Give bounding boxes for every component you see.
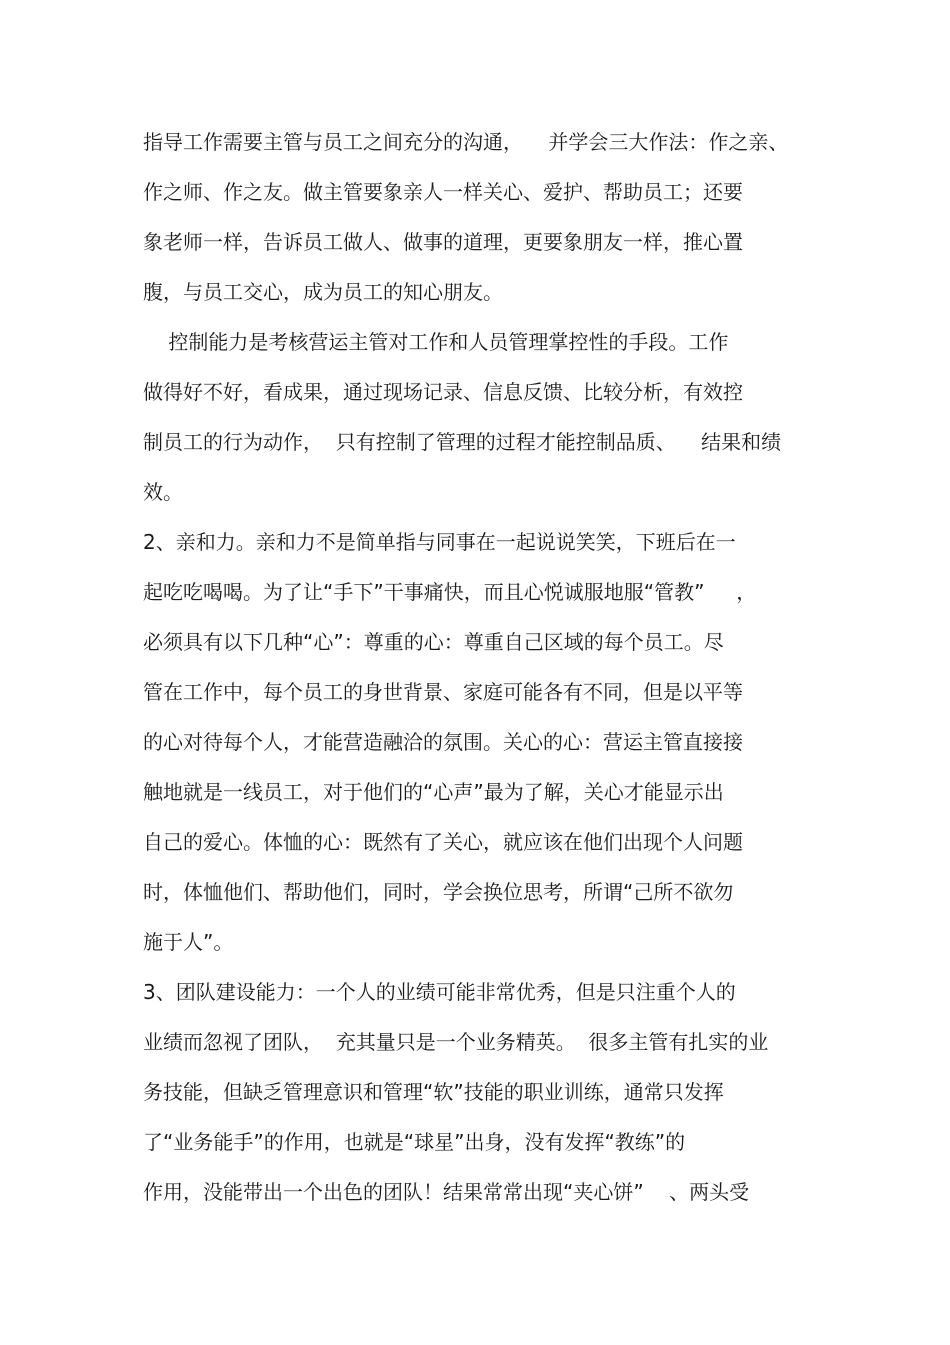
text-line: 业绩而忽视了团队， 充其量只是一个业务精英。 很多主管有扎实的业	[143, 1030, 769, 1054]
text-line: 务技能，但缺乏管理意识和管理“软”技能的职业训练，通常只发挥	[143, 1080, 724, 1104]
text-line: 控制能力是考核营运主管对工作和人员管理掌控性的手段。工作	[143, 330, 729, 354]
text-line: 了“业务能手”的作用，也就是“球星”出身，没有发挥“教练”的	[143, 1130, 686, 1154]
text-line: 象老师一样，告诉员工做人、做事的道理，更要象朋友一样，推心置	[143, 230, 743, 254]
text-line: 做得好不好，看成果，通过现场记录、信息反馈、比较分析，有效控	[143, 380, 743, 404]
text-line: 必须具有以下几种“心”：尊重的心：尊重自己区域的每个员工。尽	[143, 630, 724, 654]
text-line: 作用，没能带出一个出色的团队！结果常常出现“夹心饼” 、两头受	[143, 1180, 750, 1204]
text-line: 施于人”。	[143, 930, 234, 954]
text-line: 腹，与员工交心，成为员工的知心朋友。	[143, 280, 503, 304]
text-line: 自己的爱心。体恤的心：既然有了关心，就应该在他们出现个人问题	[143, 830, 743, 854]
text-line: 制员工的行为动作， 只有控制了管理的过程才能控制品质、 结果和绩	[143, 430, 782, 454]
text-line: 触地就是一线员工，对于他们的“心声”最为了解，关心才能显示出	[143, 780, 724, 804]
text-line: 时，体恤他们、帮助他们，同时，学会换位思考，所谓“己所不欲勿	[143, 880, 734, 904]
text-line: 3、团队建设能力：一个人的业绩可能非常优秀，但是只注重个人的	[143, 980, 736, 1004]
text-line: 指导工作需要主管与员工之间充分的沟通， 并学会三大作法：作之亲、	[143, 130, 789, 154]
text-line: 2、亲和力。亲和力不是简单指与同事在一起说说笑笑，下班后在一	[143, 530, 736, 554]
text-line: 作之师、作之友。做主管要象亲人一样关心、爱护、帮助员工；还要	[143, 180, 743, 204]
text-line: 的心对待每个人，才能营造融洽的氛围。关心的心：营运主管直接接	[143, 730, 743, 754]
text-line: 起吃吃喝喝。为了让“手下”干事痛快，而且心悦诚服地服“管教” ，	[143, 580, 757, 604]
text-line: 管在工作中，每个员工的身世背景、家庭可能各有不同，但是以平等	[143, 680, 743, 704]
text-line: 效。	[143, 480, 183, 504]
